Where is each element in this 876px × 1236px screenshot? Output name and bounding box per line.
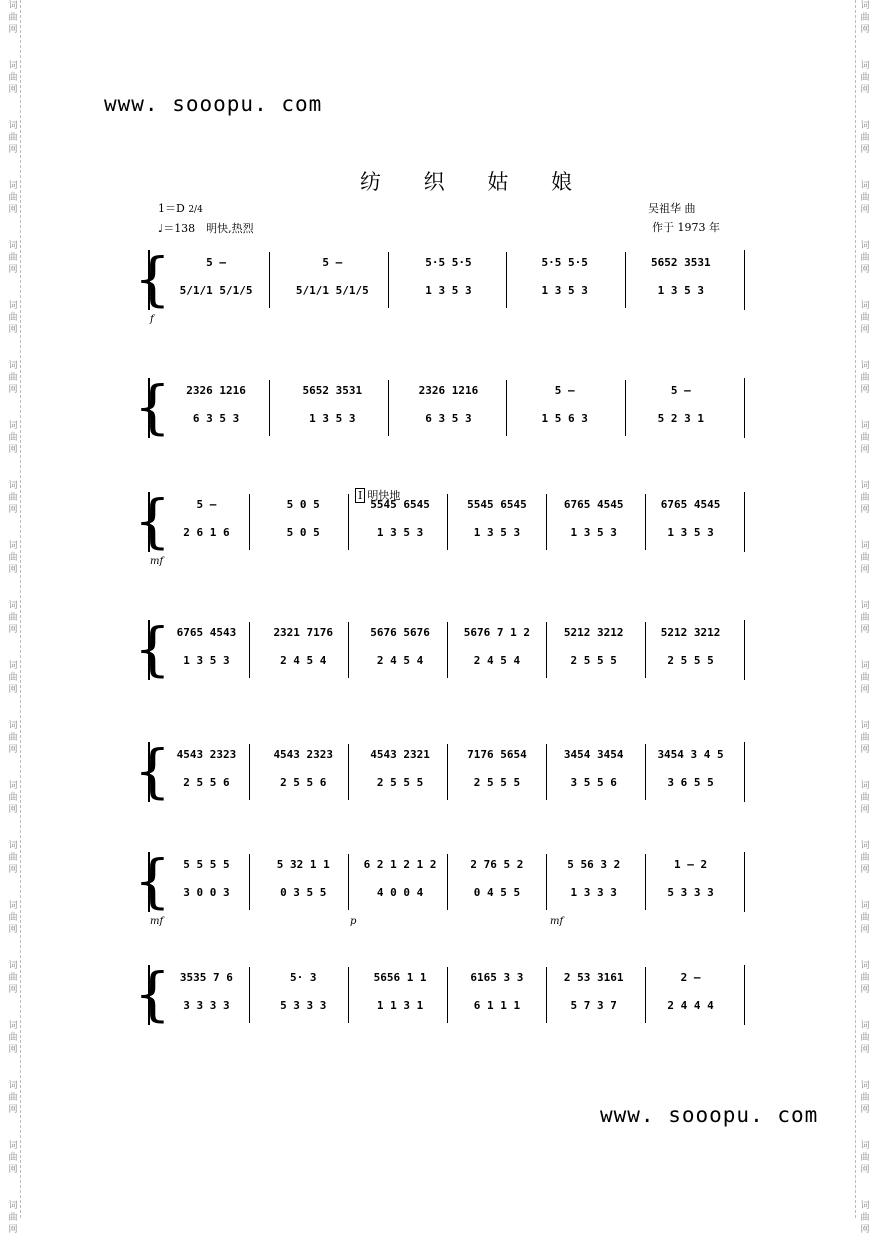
measure: 5 0 5 <box>286 526 320 539</box>
measure: 2 — <box>680 971 701 984</box>
measure: 5676 7 1 2 <box>463 626 531 639</box>
measure: 0 3 5 5 <box>280 886 327 899</box>
measure: 5212 3212 <box>660 626 721 639</box>
measure: 1 5 6 3 <box>541 412 588 425</box>
melody-line <box>158 498 739 511</box>
measure: 5652 3531 <box>302 384 363 397</box>
watermark-right: 词 曲 网 <box>860 241 870 275</box>
measure: 1 3 5 3 <box>667 526 714 539</box>
measure: 6 3 5 3 <box>192 412 240 425</box>
measure: 5 — <box>554 384 575 397</box>
measure: 0 4 5 5 <box>473 886 521 899</box>
measure: 1 3 5 3 <box>473 526 521 539</box>
measure: 5 3 3 3 <box>280 999 327 1012</box>
watermark-left: 词 曲 网 <box>8 601 18 635</box>
watermark-right: 词 曲 网 <box>860 121 870 155</box>
watermark-left: 词 曲 网 <box>8 481 18 515</box>
watermark-right: 词 曲 网 <box>860 421 870 455</box>
measure: 1 3 5 3 <box>541 284 588 297</box>
measure: 5545 6545 <box>467 498 527 511</box>
watermark-right: 词 曲 网 <box>860 541 870 575</box>
melody-line <box>158 384 739 397</box>
measure: 5656 1 1 <box>373 971 427 984</box>
measure: 5/1/1 5/1/5 <box>179 284 253 297</box>
watermark-left: 词 曲 网 <box>8 1021 18 1055</box>
watermark-left: 词 曲 网 <box>8 361 18 395</box>
measure: 6765 4545 <box>563 498 624 511</box>
watermark-right: 词 曲 网 <box>860 181 870 215</box>
tempo-marking: ♩＝138 明快,热烈 <box>158 222 254 235</box>
watermark-right: 词 曲 网 <box>860 661 870 695</box>
system-brace: { <box>134 960 171 1028</box>
watermark-right: 词 曲 网 <box>860 1201 870 1235</box>
measure: 6 3 5 3 <box>425 412 472 425</box>
dynamic-marking: mf <box>150 916 164 927</box>
watermark-left: 词 曲 网 <box>8 721 18 755</box>
measure: 2326 1216 <box>418 384 479 397</box>
measure: 3 3 3 3 <box>183 999 230 1012</box>
watermark-left: 词 曲 网 <box>8 781 18 815</box>
measure: 1 3 5 3 <box>309 412 356 425</box>
watermark-left: 词 曲 网 <box>8 661 18 695</box>
watermark-right: 词 曲 网 <box>860 901 870 935</box>
watermark-right: 词 曲 网 <box>860 721 870 755</box>
measure: 5·5 5·5 <box>425 256 472 269</box>
measure: 4543 2323 <box>176 748 237 761</box>
watermark-left: 词 曲 网 <box>8 1201 18 1235</box>
melody-line <box>158 626 739 639</box>
measure: 2 4 5 4 <box>473 654 521 667</box>
watermark-left: 词 曲 网 <box>8 61 18 95</box>
measure: 2 6 1 6 <box>183 526 230 539</box>
system-brace: { <box>134 737 171 805</box>
measure: 6 2 1 2 1 2 <box>363 858 437 871</box>
watermark-right: 词 曲 网 <box>860 841 870 875</box>
measure: 2 53 3161 <box>563 971 624 984</box>
measure: 5 56 3 2 <box>567 858 621 871</box>
measure: 1 3 5 3 <box>570 526 617 539</box>
measure: 2 5 5 5 <box>376 776 424 789</box>
measure: 5545 6545 <box>370 498 430 511</box>
measure: 2 4 5 4 <box>280 654 327 667</box>
accompaniment-line <box>158 284 739 297</box>
watermark-right: 词 曲 网 <box>860 301 870 335</box>
measure: 2 4 4 4 <box>667 999 714 1012</box>
measure: 5 3 3 3 <box>667 886 714 899</box>
measure: 5 7 3 7 <box>570 999 617 1012</box>
measure: 5·5 5·5 <box>541 256 588 269</box>
measure: 1 3 5 3 <box>376 526 424 539</box>
measure: 2326 1216 <box>186 384 246 397</box>
measure: 3535 7 6 <box>179 971 233 984</box>
watermark-right: 词 曲 网 <box>860 1141 870 1175</box>
measure: 1 3 5 3 <box>425 284 472 297</box>
dynamic-marking: p <box>350 916 357 927</box>
site-url-bottom[interactable]: www. sooopu. com <box>600 1103 819 1127</box>
composer: 吴祖华 曲 <box>648 202 696 215</box>
melody-line <box>158 256 739 269</box>
dynamic-marking: mf <box>550 916 564 927</box>
watermark-left: 词 曲 网 <box>8 301 18 335</box>
watermark-left: 词 曲 网 <box>8 1081 18 1115</box>
measure: 2 5 5 6 <box>280 776 327 789</box>
watermark-right: 词 曲 网 <box>860 601 870 635</box>
measure: 2 5 5 6 <box>183 776 230 789</box>
time-signature: 2/4 <box>188 205 203 215</box>
measure: 2 4 5 4 <box>376 654 424 667</box>
measure: 2 76 5 2 <box>470 858 524 871</box>
measure: 5 — <box>206 256 227 269</box>
watermark-left: 词 曲 网 <box>8 841 18 875</box>
measure: 4543 2321 <box>370 748 430 761</box>
measure: 6165 3 3 <box>470 971 524 984</box>
watermark-left: 词 曲 网 <box>8 901 18 935</box>
measure: 5 — <box>196 498 217 511</box>
watermark-left: 词 曲 网 <box>8 961 18 995</box>
measure: 5 2 3 1 <box>657 412 705 425</box>
accompaniment-line <box>158 886 739 899</box>
composition-year: 作于 1973 年 <box>652 221 720 234</box>
system-brace: { <box>134 487 171 555</box>
measure: 6 1 1 1 <box>473 999 521 1012</box>
site-url-top[interactable]: www. sooopu. com <box>104 92 323 116</box>
measure: 1 — 2 <box>673 858 708 871</box>
system-brace: { <box>134 245 171 313</box>
measure: 3454 3454 <box>563 748 624 761</box>
measure: 5 5 5 5 <box>183 858 230 871</box>
watermark-right: 词 曲 网 <box>860 1 870 35</box>
key-label: 1＝D <box>158 202 185 215</box>
measure: 2321 7176 <box>273 626 334 639</box>
melody-line <box>158 748 739 761</box>
page-title: 纺 织 姑 娘 <box>360 170 591 194</box>
dynamic-marking: f <box>150 314 154 325</box>
watermark-left: 词 曲 网 <box>8 1 18 35</box>
key-signature <box>158 200 203 216</box>
accompaniment-line <box>158 776 739 789</box>
watermark-right: 词 曲 网 <box>860 781 870 815</box>
measure: 2 5 5 5 <box>473 776 521 789</box>
accompaniment-line <box>158 412 739 425</box>
watermark-right: 词 曲 网 <box>860 1081 870 1115</box>
section-label: 明快地 <box>367 489 401 502</box>
accompaniment-line <box>158 654 739 667</box>
watermark-left: 词 曲 网 <box>8 421 18 455</box>
measure: 1 1 3 1 <box>376 999 424 1012</box>
watermark-left: 词 曲 网 <box>8 1141 18 1175</box>
measure: 1 3 5 3 <box>657 284 705 297</box>
system-brace: { <box>134 615 171 683</box>
measure: 3454 3 4 5 <box>657 748 724 761</box>
measure: 1 3 3 3 <box>570 886 617 899</box>
measure: 6765 4543 <box>176 626 237 639</box>
watermark-left: 词 曲 网 <box>8 181 18 215</box>
measure: 5· 3 <box>289 971 317 984</box>
measure: 3 0 0 3 <box>183 886 230 899</box>
measure: 3 5 5 6 <box>570 776 617 789</box>
measure: 5 — <box>322 256 343 269</box>
accompaniment-line <box>158 999 739 1012</box>
melody-line <box>158 858 739 871</box>
measure: 7176 5654 <box>467 748 527 761</box>
dynamic-marking: mf <box>150 556 164 567</box>
watermark-right: 词 曲 网 <box>860 61 870 95</box>
measure: 5 0 5 <box>286 498 320 511</box>
watermark-right: 词 曲 网 <box>860 961 870 995</box>
measure: 6765 4545 <box>660 498 721 511</box>
watermark-left: 词 曲 网 <box>8 241 18 275</box>
measure: 1 3 5 3 <box>183 654 230 667</box>
measure: 4 0 0 4 <box>376 886 424 899</box>
watermark-right: 词 曲 网 <box>860 1021 870 1055</box>
section-number: I <box>355 488 365 503</box>
watermark-right: 词 曲 网 <box>860 361 870 395</box>
measure: 5676 5676 <box>370 626 430 639</box>
watermark-left: 词 曲 网 <box>8 121 18 155</box>
measure: 5212 3212 <box>563 626 624 639</box>
measure: 4543 2323 <box>273 748 334 761</box>
accompaniment-line <box>158 526 739 539</box>
measure: 5652 3531 <box>651 256 711 269</box>
measure: 5 32 1 1 <box>276 858 330 871</box>
watermark-left: 词 曲 网 <box>8 541 18 575</box>
watermark-right: 词 曲 网 <box>860 481 870 515</box>
system-brace: { <box>134 847 171 915</box>
system-brace: { <box>134 373 171 441</box>
measure: 3 6 5 5 <box>667 776 714 789</box>
measure: 5 — <box>670 384 691 397</box>
measure: 2 5 5 5 <box>667 654 714 667</box>
measure: 5/1/1 5/1/5 <box>295 284 369 297</box>
melody-line <box>158 971 739 984</box>
measure: 2 5 5 5 <box>570 654 617 667</box>
